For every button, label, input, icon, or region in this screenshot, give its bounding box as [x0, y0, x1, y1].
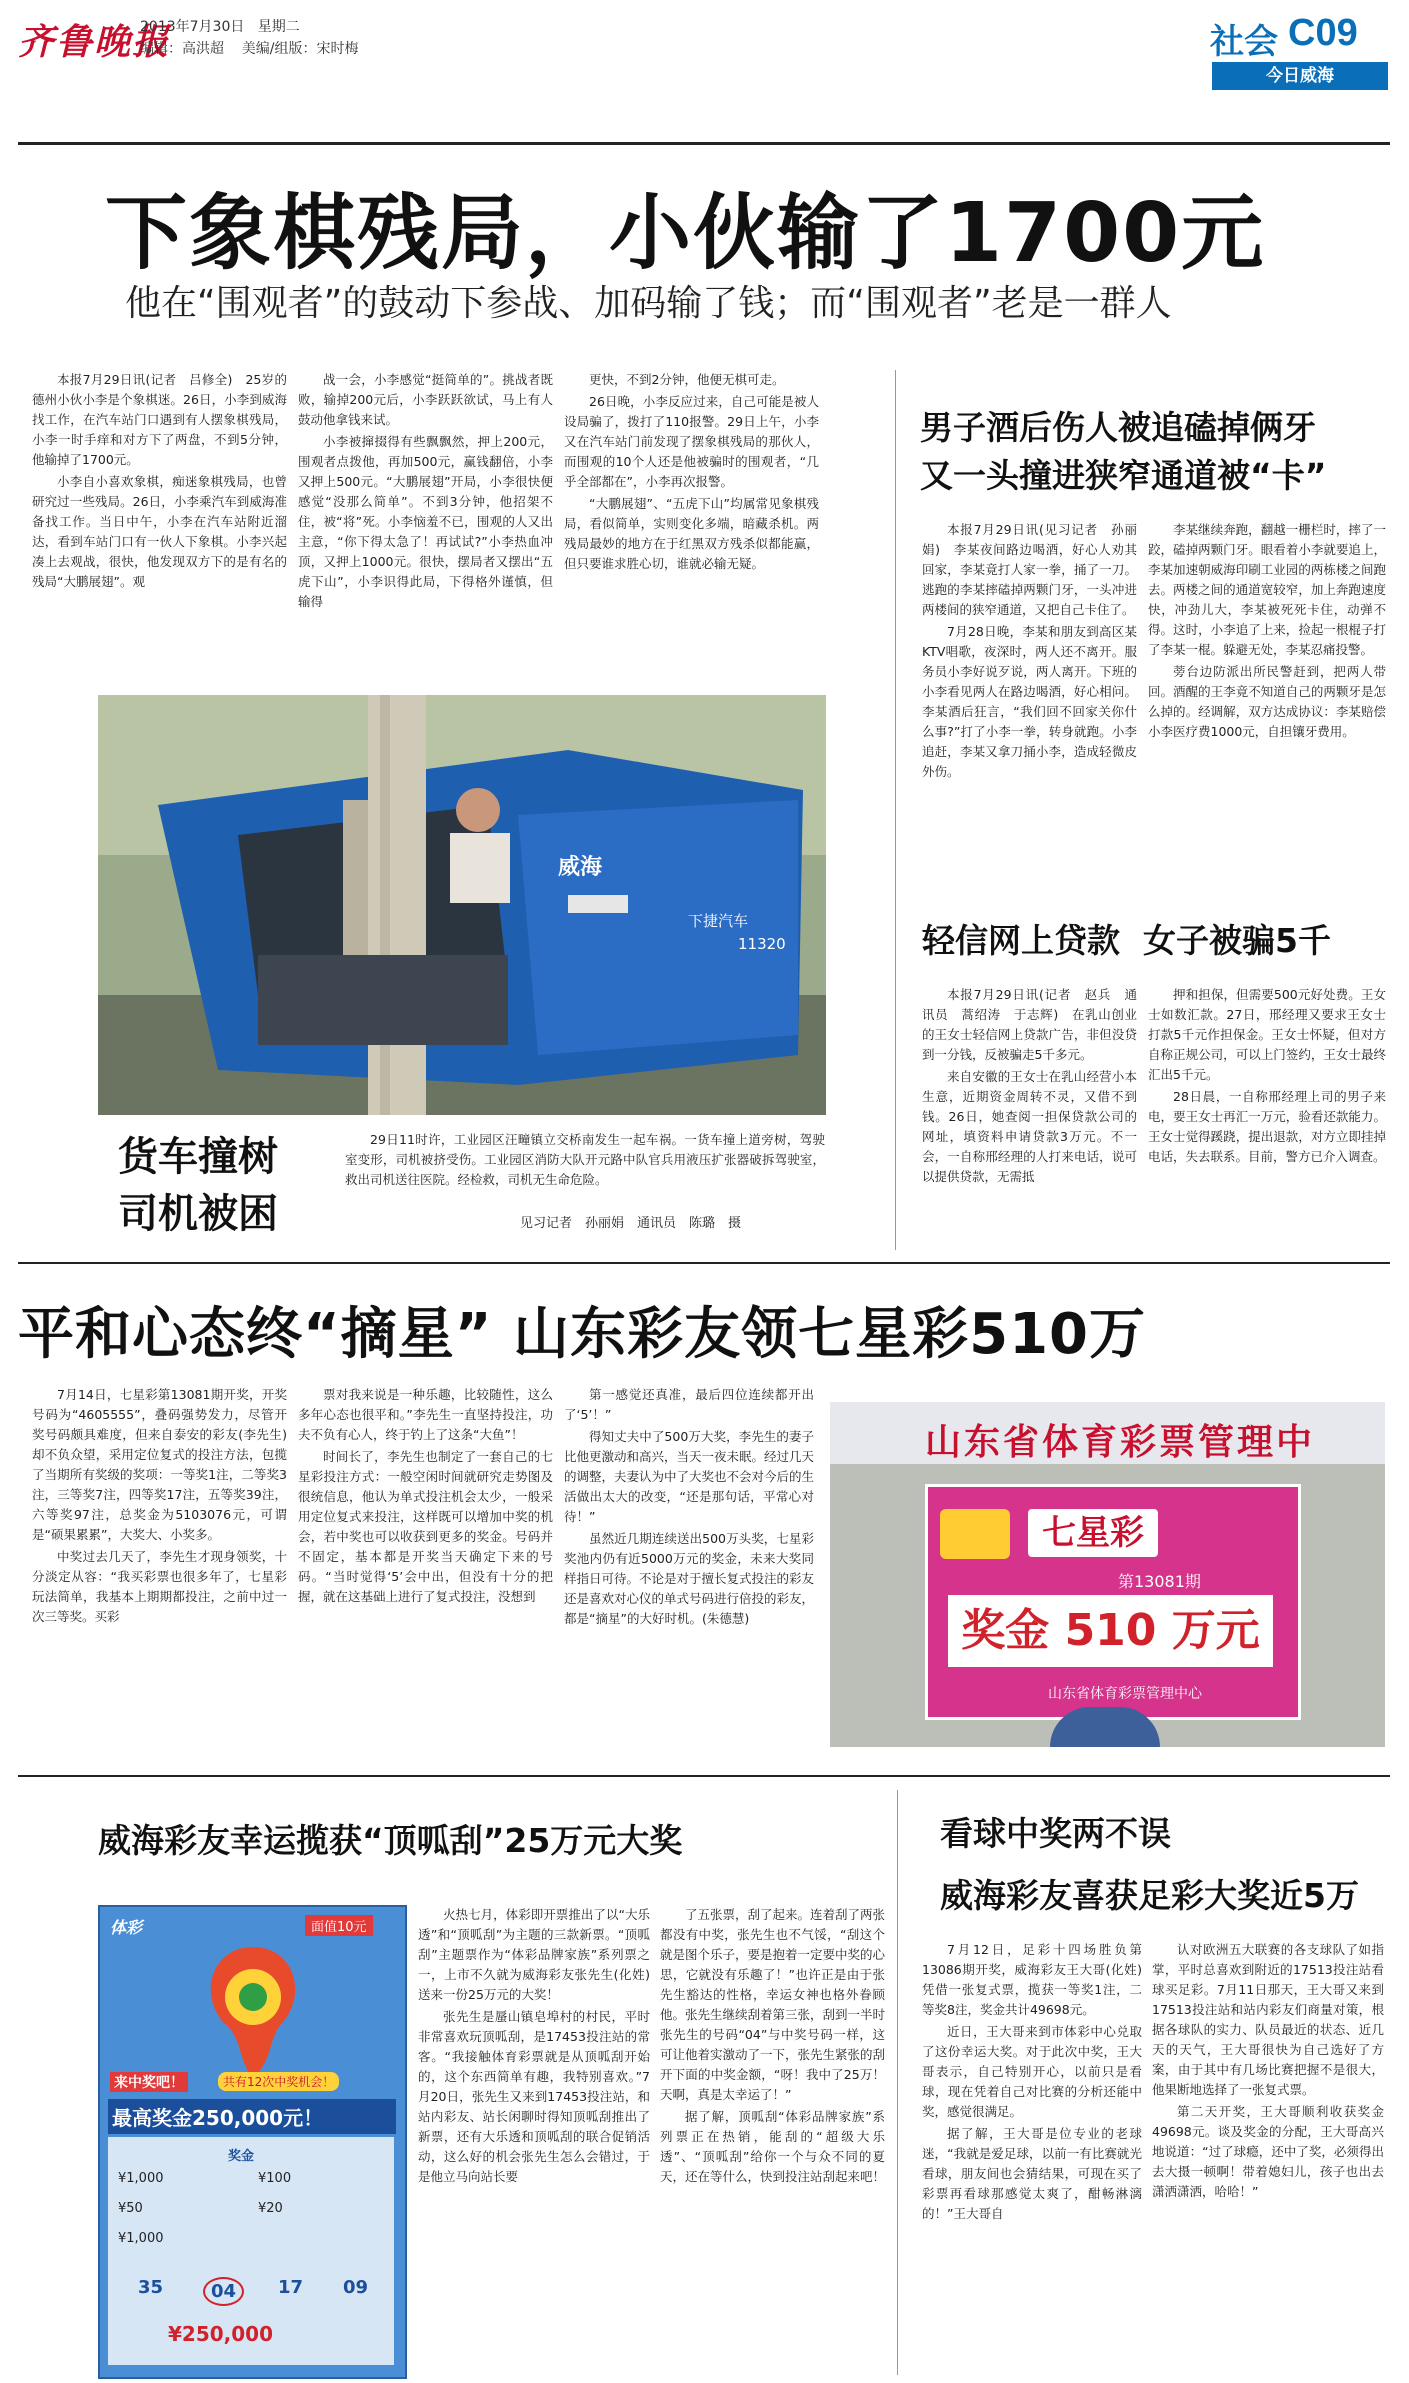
story3-p1: 本报7月29日讯(记者 赵兵 通讯员 蒿绍涛 于志辉) 在乳山创业的王女士轻信网上贷款广告，非但没贷到一分钱，反被骗走5千多元。 [922, 987, 1137, 1062]
story1-subhead: 他在“围观者”的鼓动下参战、加码输了钱；而“围观者”老是一群人 [125, 283, 1172, 324]
subsection-label: 今日威海 [1266, 66, 1334, 86]
ticket-amount-5: ¥1,000 [118, 2231, 164, 2246]
story6-headline-line1: 看球中奖两不误 [940, 1814, 1171, 1853]
truck-door-text: 威海 [558, 855, 603, 880]
subsection-tab [1212, 62, 1388, 90]
story4-p5: 第一感觉还真准，最后四位连续都开出了‘5’！” [564, 1387, 814, 1422]
story6-p4: 认对欧洲五大联赛的各支球队了如指掌，平时总喜欢到附近的17513投注站看球买足彩。7月11日那天，王大哥又来到17513投注站和站内彩友们商量对策，根据各球队的实力、队员最近的状态、近几天的天气，王大哥很快为自己选好了方案，由于其中有几场比赛把握不是很大，他果断地选择了一张复式票。 [1152, 1942, 1384, 2097]
photo-title-line2: 司机被困 [118, 1191, 278, 1237]
story5-p1: 火热七月，体彩即开票推出了以“大乐透”和“顶呱刮”为主题的三款新票。“顶呱刮”主题票作为“体彩品牌家族”系列票之一，上市不久就为威海彩友张先生(化姓)送来一份25万元的大奖！ [418, 1907, 650, 2002]
ticket-amount-1: ¥1,000 [118, 2171, 164, 2186]
story6-headline-line2: 威海彩友喜获足彩大奖近5万 [940, 1876, 1359, 1915]
ticket-number-4: 09 [343, 2277, 369, 2298]
story2-headline-line1: 男子酒后伤人被追磕掉俩牙 [920, 408, 1316, 447]
section-divider-1 [18, 1262, 1390, 1264]
ticket-play-area [108, 2137, 394, 2365]
story6-col2 [1152, 1940, 1384, 2375]
story1-p1: 本报7月29日讯(记者 吕修全) 25岁的德州小伙小李是个象棋迷。26日，小李到威海找工作，在汽车站门口遇到有人摆象棋残局，小李一时手痒和对方下了两盘，不到5分钟，他输掉了1700元。 [32, 372, 287, 467]
masthead [0, 0, 1409, 110]
story4-p2: 中奖过去几天了，李先生才现身领奖，十分淡定从容：“我买彩票也很多年了，七星彩玩法简单，我基本上期期都投注，之前中过一次三等奖。买彩 [32, 1549, 287, 1624]
truck-brand-text: 下捷汽车 [688, 912, 749, 930]
ticket-amount-4: ¥20 [258, 2201, 283, 2216]
lottery-board-issue: 第13081期 [1118, 1572, 1201, 1591]
story3-p3: 押和担保，但需要500元好处费。王女士如数汇款。27日，邢经理又要求王女士打款5千元作担保金。王女士怀疑，但对方自称正规公司，可以上门签约，王女士最终汇出5千元。 [1148, 987, 1386, 1082]
story4-p3: 票对我来说是一种乐趣，比较随性，这么多年心态也很平和。”李先生一直坚持投注，功夫不负有心人，终于钓上了这条“大鱼”！ [298, 1387, 553, 1442]
story2-p3: 李某继续奔跑，翻越一栅栏时，摔了一跤，磕掉两颗门牙。眼看着小李就要追上，李某加速朝威海印刷工业园的两栋楼之间跑去。两楼之间的通道宽较窄，加上奔跑速度快，冲劲儿大，李某被死死卡住，动弹不得。这时，小李追了上来，捡起一根棍子打了李某一棍。躲避无处，李某忍痛投警。 [1148, 522, 1386, 657]
story1-col2 [298, 370, 553, 640]
scratch-ticket-image [98, 1905, 407, 2379]
story2-p4: 蒡台边防派出所民警赶到，把两人带回。酒醒的王李竟不知道自己的两颗牙是怎么掉的。经调解，双方达成协议：李某赔偿小李医疗费1000元，自担镶牙费用。 [1148, 664, 1386, 739]
story1-p4: 小李被撺掇得有些飘飘然，押上200元，围观者点拨他，再加500元，赢钱翻倍，小李又押上500元。“大鹏展翅”开局，小李很快便感觉“没那么简单”。不到3分钟，他招架不住，被“将”死。小李恼羞不已，围观的人又出主意，“你下得太急了！再试试?”小李热血冲顶，又押上1000元。很快，摆局者又摆出“五虎下山”，小李识得此局，下得格外谨慎，但输得 [298, 434, 553, 609]
story6-p1: 7月12日，足彩十四场胜负第13086期开奖，威海彩友王大哥(化姓)凭借一张复式票，揽获一等奖1注，二等奖8注，奖金共计49698元。 [922, 1942, 1142, 2017]
section-divider-2 [18, 1775, 1390, 1777]
story4-col1 [32, 1385, 287, 1760]
ticket-badge: 共有12次中奖机会！ [218, 2072, 339, 2091]
lottery-winner-photo [830, 1402, 1385, 1747]
story4-col3 [564, 1385, 814, 1760]
ticket-prize-label: 奖金 [228, 2149, 255, 2164]
photo-caption [345, 1130, 825, 1204]
ticket-amount-2: ¥100 [258, 2171, 292, 2186]
story5-p4: 据了解，顶呱刮“体彩品牌家族”系列票正在热销，能刮的“超级大乐透”、“顶呱刮”给你一个与众不同的夏天，还在等什么，快到投注站刮起来吧！ [660, 2109, 885, 2184]
lottery-board [925, 1484, 1301, 1720]
date-line: 2013年7月30日 星期二 [140, 19, 300, 35]
story3-p2: 来自安徽的王女士在乳山经营小本生意，近期资金周转不灵，又借不到钱。26日，她查阅一担保贷款公司的网址，填资料申请贷款3万元。不一会，一自称邢经理的人打来电话，说可以提供贷款，无需抵 [922, 1069, 1137, 1184]
story6-p2: 近日，王大哥来到市体彩中心兑取了这份幸运大奖。对于此次中奖，王大哥表示，自己特别开心，以前只是看球，现在凭着自己对比赛的分析还能中奖，感觉很满足。 [922, 2024, 1142, 2119]
ticket-number-2: 04 [203, 2277, 244, 2306]
story1-col1 [32, 370, 287, 640]
right-column-divider [895, 370, 896, 1250]
story3-p4: 28日晨，一自称邢经理上司的男子来电，要王女士再汇一万元，验看还款能力。王女士觉得蹊跷，提出退款，对方立即挂掉电话，失去联系。目前，警方已介入调查。 [1148, 1089, 1386, 1164]
story4-p4: 时间长了，李先生也制定了一套自己的七星彩投注方式：一般空闲时间就研究走势图及很统信息，他认为单式投注机会太少，一般采用定位复式来投注，这样既可以增加中奖的机会，若中奖也可以收获到更多的奖金。号码并不固定，基本都是开奖当天确定下来的号码。“当时觉得‘5’会中出，但没有十分的把握，就在这基础上进行了复式投注，没想到 [298, 1449, 553, 1604]
truck-number-text: 11320 [738, 935, 786, 953]
truck-crash-photo [98, 695, 826, 1115]
story5-col1 [418, 1905, 650, 2375]
story6-col1 [922, 1940, 1142, 2375]
photo-caption-text: 29日11时许，工业园区汪疃镇立交桥南发生一起车祸。一货车撞上道旁树，驾驶室变形，司机被挤受伤。工业园区消防大队开元路中队官兵用液压扩张器破拆驾驶室，救出司机送往医院。经检救，司机无生命危险。 [345, 1132, 825, 1187]
ticket-face-value: 面值10元 [305, 1915, 373, 1936]
ticket-slogan: 来中奖吧！ [110, 2072, 188, 2092]
story4-col2 [298, 1385, 553, 1760]
ticket-number-1: 35 [138, 2277, 164, 2298]
section-name: 社会 [1210, 22, 1278, 62]
page-code: C09 [1288, 12, 1358, 54]
story2-col1 [922, 520, 1137, 890]
story1-col3 [564, 370, 819, 640]
story1-p7: “大鹏展翅”、“五虎下山”均属常见象棋残局，看似简单，实则变化多端，暗藏杀机。两残局最妙的地方在于红黑双方残杀似都能赢，但只要谁求胜心切，谁就必输无疑。 [564, 496, 819, 571]
story1-p2: 小李自小喜欢象棋，痴迷象棋残局，也曾研究过一些残局。26日，小李乘汽车到威海准备找工作。当日中午，小李在汽车站附近溜达，看到车站门口有一伙人下象棋。小李兴起凑上去观战，很快，他发现双方下的是有名的残局“大鹏展翅”。观 [32, 474, 287, 589]
story6-p3: 据了解，王大哥是位专业的老球迷，“我就是爱足球，以前一有比赛就光看球，朋友间也会猜结果，可现在买了彩票再看球那感觉太爽了，酣畅淋漓的！”王大哥自 [922, 2126, 1142, 2221]
editor-line: 编辑：高洪超 美编/组版：宋时梅 [140, 41, 359, 57]
story2-p1: 本报7月29日讯(见习记者 孙丽娟) 李某夜间路边喝酒，好心人劝其回家，李某竟打人家一拳，捅了一刀。逃跑的李某摔磕掉两颗门牙，一头冲进两楼间的狭窄通道，又把自己卡住了。 [922, 522, 1137, 617]
story3-col2 [1148, 985, 1386, 1235]
lottery-banner-text: 山东省体育彩票管理中 [925, 1422, 1316, 1463]
ticket-big-prize: ¥250,000 [168, 2322, 274, 2346]
story2-col2 [1148, 520, 1386, 890]
story5-headline: 威海彩友幸运揽获“顶呱刮”25万元大奖 [98, 1821, 683, 1860]
truck-crash-illustration [98, 695, 826, 1115]
ticket-top-prize: 最高奖金250,000元！ [108, 2099, 396, 2134]
story3-col1 [922, 985, 1137, 1235]
story6-p5: 第二天开奖，王大哥顺利收获奖金49698元。谈及奖金的分配，王大哥高兴地说道：“过了球瘾，还中了奖，必须得出去大摄一顿啊！带着媳妇儿，孩子也出去潇洒潇洒，哈哈！” [1152, 2104, 1384, 2199]
story5-p2: 张先生是蜃山镇皂埠村的村民，平时非常喜欢玩顶呱刮，是17453投注站的常客。“我接触体育彩票就是从顶呱刮开始的，这个东西简单有趣，我特别喜欢。”7月20日，张先生又来到17453投注站，和站内彩友、站长闲聊时得知顶呱刮推出了新票，还有大乐透和顶呱刮的联合促销活动，这么好的机会张先生怎么会错过，于是他立马向站长要 [418, 2009, 650, 2184]
ticket-mascot-icon [178, 1937, 328, 2087]
story2-p2: 7月28日晚，李某和朋友到高区某KTV唱歌，夜深时，两人还不离开。服务员小李好说歹说，两人离开。下班的小李看见两人在路边喝酒，好心相问。李某酒后狂言，“我们回不回家关你什么事?”打了小李一拳，转身就跑。小李追赶，李某又拿刀捅小李，造成轻微皮外伤。 [922, 624, 1137, 779]
story2-headline-line2: 又一头撞进狭窄通道被“卡” [920, 456, 1327, 495]
story4-p6: 得知丈夫中了500万大奖，李先生的妻子比他更激动和高兴，当天一夜未眠。经过几天的调整，夫妻认为中了大奖也不会对今后的生活做出太大的改变，“还是那句话，平常心对待！” [564, 1429, 814, 1524]
story4-p1: 7月14日，七星彩第13081期开奖，开奖号码为“4605555”，叠码强势发力，尽管开奖号码颇具难度，但来自泰安的彩友(李先生)却不负众望，采用定位复式的投注方法，包揽了当期所有奖级的奖项：一等奖1注，二等奖3注，三等奖7注，四等奖17注，五等奖39注，六等奖97注，总奖金为5103076元，可谓是“硕果累累”，大奖大、小奖多。 [32, 1387, 287, 1542]
ticket-number-3: 17 [278, 2277, 304, 2298]
photo-credit: 见习记者 孙丽娟 通讯员 陈璐 摄 [520, 1216, 742, 1231]
newspaper-logo: 齐鲁晚报 [18, 21, 171, 63]
lottery-board-title: 七星彩 [1028, 1509, 1158, 1557]
lottery-board-prize: 奖金 510 万元 [948, 1595, 1273, 1667]
story5-col2 [660, 1905, 885, 2375]
story5-p3: 了五张票，刮了起来。连着刮了两张都没有中奖，张先生也不气馁，“刮这个就是图个乐子，要是抱着一定要中奖的心思，它就没有乐趣了！”也许正是由于张先生豁达的性格，幸运女神也格外眷顾他。张先生继续刮着第三张，刮到一半时张先生的号码“04”与中奖号码一样，这可让他着实激动了一下，张先生紧张的刮开下面的中奖金额，“呀！我中了25万！天啊，真是太幸运了！” [660, 1907, 885, 2102]
ticket-amount-3: ¥50 [118, 2201, 143, 2216]
photo-title-line1: 货车撞树 [118, 1134, 278, 1180]
ticket-logo: 体彩 [110, 1918, 143, 1937]
story3-headline: 轻信网上贷款 女子被骗5千 [922, 921, 1331, 960]
story1-p3: 战一会，小李感觉“挺简单的”。挑战者既败，输掉200元后，小李跃跃欲试，马上有人鼓动他拿钱来试。 [298, 372, 553, 427]
lottery-board-logo [940, 1509, 1010, 1559]
story1-headline: 下象棋残局，小伙输了1700元 [105, 186, 1266, 281]
bottom-right-divider [897, 1790, 898, 2375]
lottery-board-footer: 山东省体育彩票管理中心 [1048, 1686, 1202, 1702]
story4-p7: 虽然近几期连续送出500万头奖，七星彩奖池内仍有近5000万元的奖金，未来大奖同样指日可待。不论是对于擅长复式投注的彩友还是喜欢对心仪的单式号码进行倍投的彩友，都是“摘星”的大好时机。(朱德慧) [564, 1531, 814, 1626]
lottery-banner [830, 1402, 1385, 1464]
masthead-divider [18, 142, 1390, 145]
story1-p6: 26日晚，小李反应过来，自己可能是被人设局骗了，拨打了110报警。29日上午，小李又在汽车站门前发现了摆象棋残局的那伙人，而围观的10个人还是他被骗时的围观者，“几乎全部都在”，小李再次报警。 [564, 394, 819, 489]
story4-headline: 平和心态终“摘星” 山东彩友领七星彩510万 [18, 1302, 1146, 1367]
story1-p5: 更快，不到2分钟，他便无棋可走。 [589, 372, 785, 387]
